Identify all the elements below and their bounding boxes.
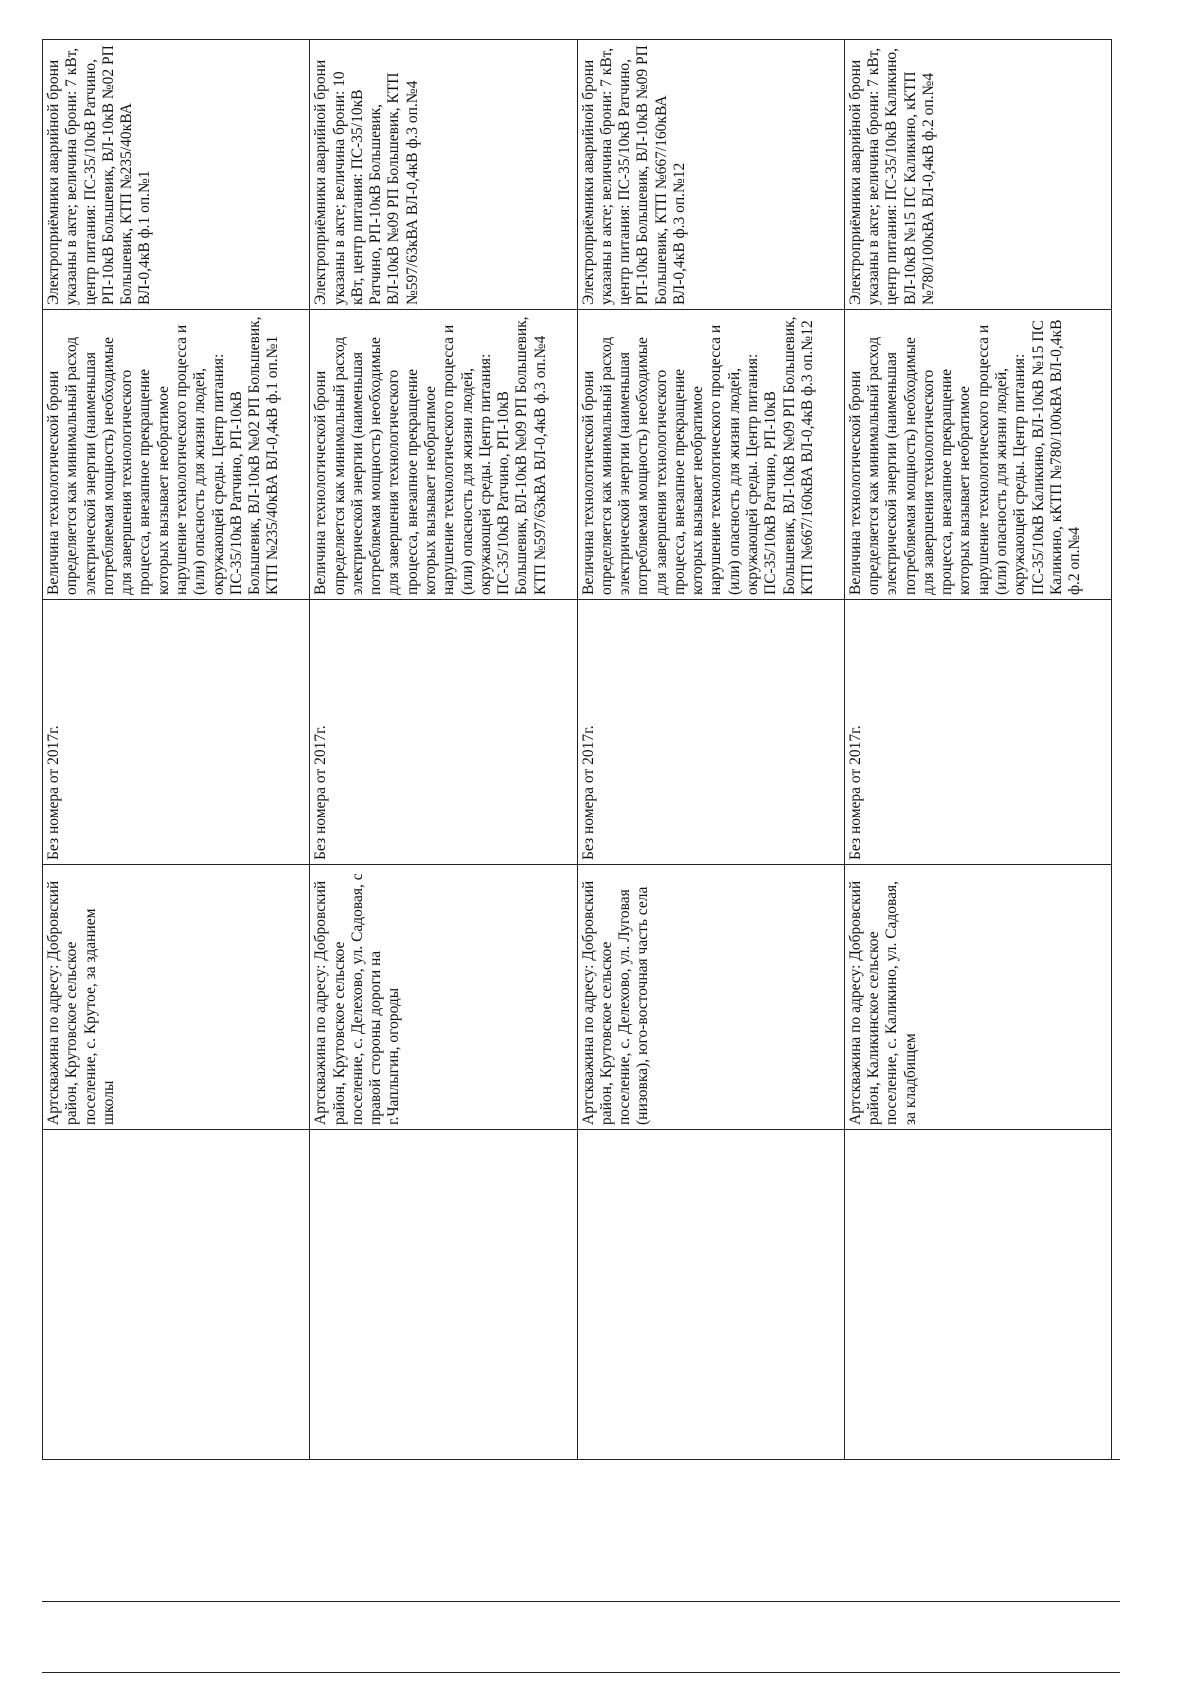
tech-reserve-cell: Величина технологической брони определяется как минимальный расход электрической энергии (наименьшая потребляемая мощность) необходимые для завершения технологического процесса, внезапное прекращение которых вызывает необратимое нарушение технологического процесса и (или) опасность для жизни людей, окружающей среды. Центр питания: ПС-35/10кВ Ратчино, РП-10кВ Большевик, ВЛ-10кВ №02 РП Большевик, КТП №235/40кВА ВЛ-0,4кВ ф.1 оп.№1 — [43, 310, 310, 600]
reserve-table — [42, 39, 1112, 1460]
emergency-reserve-cell: Электроприёмники аварийной брони указаны в акте; величина брони: 7 кВт, центр питания: ПС-35/10кВ Ратчино, РП-10кВ Большевик, ВЛ-10кВ №02 РП Большевик, КТП №235/40кВА ВЛ-0,4кВ ф.1 оп.№1 — [43, 40, 310, 310]
tech-reserve-cell: Величина технологической брони определяется как минимальный расход электрической энергии (наименьшая потребляемая мощность) необходимые для завершения технологического процесса, внезапное прекращение которых вызывает необратимое нарушение технологического процесса и (или) опасность для жизни людей, окружающей среды. Центр питания: ПС-35/10кВ Ратчино, РП-10кВ Большевик, ВЛ-10кВ №09 РП Большевик, КТП №667/160кВА ВЛ-0,4кВ ф.3 оп.№12 — [577, 310, 844, 600]
empty-cell — [43, 1130, 310, 1460]
document-cell: Без номера от 2017г. — [844, 600, 1111, 865]
emergency-reserve-cell: Электроприёмники аварийной брони указаны в акте; величина брони: 7 кВт, центр питания: ПС-35/10кВ Ратчино, РП-10кВ Большевик, ВЛ-10кВ №09 РП Большевик, КТП №667/160кВА ВЛ-0,4кВ ф.3 оп.№12 — [577, 40, 844, 310]
divider-line — [42, 1459, 1120, 1460]
table-row — [844, 40, 1111, 1460]
table-row — [310, 40, 577, 1460]
address-cell: Артскважина по адресу: Добровский район, Крутовское сельское поселение, с. Крутое, за зданием школы — [43, 865, 310, 1130]
divider-line — [42, 1672, 1120, 1673]
divider-line — [42, 1601, 1120, 1602]
table-row — [577, 40, 844, 1460]
empty-cell — [577, 1130, 844, 1460]
table-row — [43, 40, 310, 1460]
tech-reserve-cell: Величина технологической брони определяется как минимальный расход электрической энергии (наименьшая потребляемая мощность) необходимые для завершения технологического процесса, внезапное прекращение которых вызывает необратимое нарушение технологического процесса и (или) опасность для жизни людей, окружающей среды. Центр питания: ПС-35/10кВ Ратчино, РП-10кВ Большевик, ВЛ-10кВ №09 РП Большевик, КТП №597/63кВА ВЛ-0,4кВ ф.3 оп.№4 — [310, 310, 577, 600]
address-cell: Артскважина по адресу: Добровский район, Крутовское сельское поселение, с. Делехово, ул. Садовая, с правой стороны дороги на г.Чаплыгин, огороды — [310, 865, 577, 1130]
emergency-reserve-cell: Электроприёмники аварийной брони указаны в акте; величина брони: 7 кВт, центр питания: ПС-35/10кВ Каликино, ВЛ-10кВ №15 ПС Каликино, кКТП №780/100кВА ВЛ-0,4кВ ф.2 оп.№4 — [844, 40, 1111, 310]
rotated-table-container — [42, 40, 1112, 1460]
document-cell: Без номера от 2017г. — [577, 600, 844, 865]
document-cell: Без номера от 2017г. — [43, 600, 310, 865]
document-cell: Без номера от 2017г. — [310, 600, 577, 865]
empty-cell — [310, 1130, 577, 1460]
address-cell: Артскважина по адресу: Добровский район, Каликинское сельское поселение, с. Каликино, ул. Садовая, за кладбищем — [844, 865, 1111, 1130]
empty-cell — [844, 1130, 1111, 1460]
tech-reserve-cell: Величина технологической брони определяется как минимальный расход электрической энергии (наименьшая потребляемая мощность) необходимые для завершения технологического процесса, внезапное прекращение которых вызывает необратимое нарушение технологического процесса и (или) опасность для жизни людей, окружающей среды. Центр питания: ПС-35/10кВ Каликино, ВЛ-10кВ №15 ПС Каликино, кКТП №780/100кВА ВЛ-0,4кВ ф.2 оп.№4 — [844, 310, 1111, 600]
emergency-reserve-cell: Электроприёмники аварийной брони указаны в акте; величина брони: 10 кВт, центр питания: ПС-35/10кВ Ратчино, РП-10кВ Большевик, ВЛ-10кВ №09 РП Большевик, КТП №597/63кВА ВЛ-0,4кВ ф.3 оп.№4 — [310, 40, 577, 310]
address-cell: Артскважина по адресу: Добровский район, Крутовское сельское поселение, с. Делехово, ул. Луговая (низовка), юго-восточная часть села — [577, 865, 844, 1130]
